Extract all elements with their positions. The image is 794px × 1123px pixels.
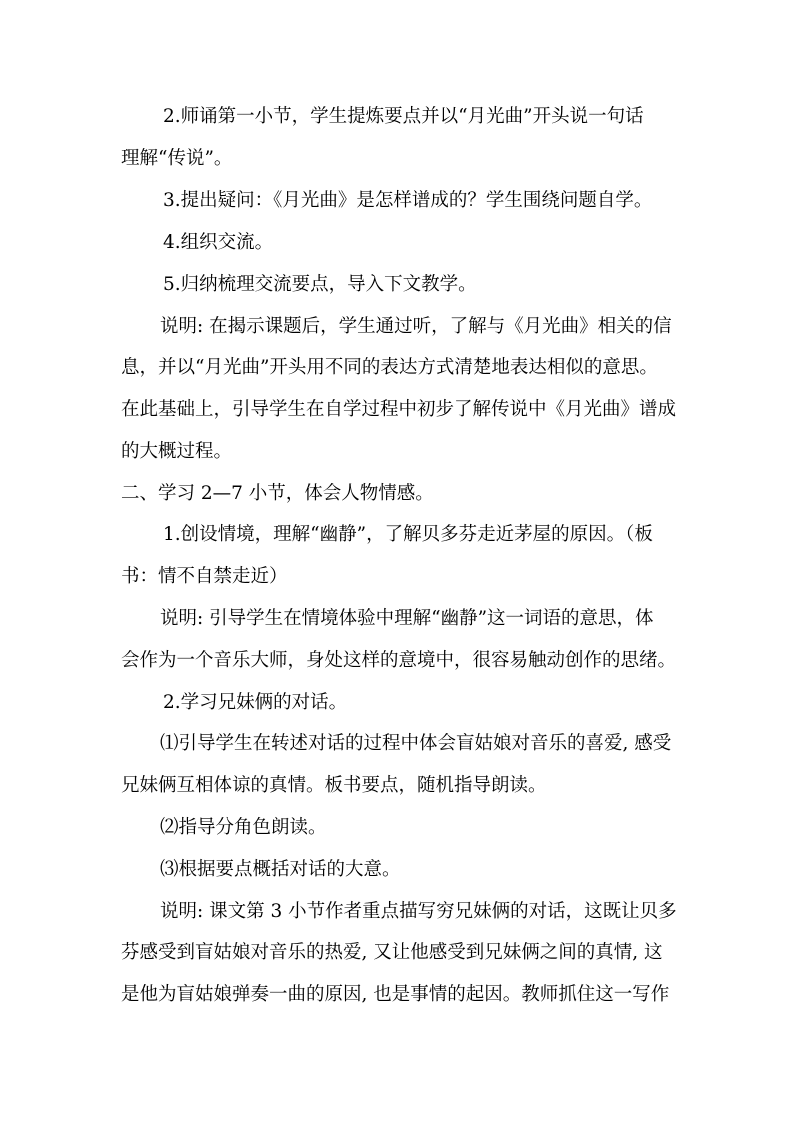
paragraph-line: 芬感受到盲姑娘对音乐的热爱, 又让他感受到兄妹俩之间的真情, 这: [121, 942, 663, 963]
paragraph-line: 1.创设情境，理解“幽静”，了解贝多芬走近茅屋的原因。（板: [163, 524, 653, 545]
paragraph-line: 说明: 引导学生在情境体验中理解“幽静”这一词语的意思，体: [160, 608, 654, 629]
paragraph-line: 在此基础上，引导学生在自学过程中初步了解传说中《月光曲》谱成: [121, 399, 677, 420]
paragraph-line: 的大概过程。: [121, 441, 233, 462]
paragraph-line: ⑵指导分角色朗读。: [160, 817, 327, 838]
paragraph-line: 2.师诵第一小节，学生提炼要点并以“月光曲”开头说一句话: [163, 106, 644, 127]
paragraph-line: 兄妹俩互相体谅的真情。板书要点，随机指导朗读。: [121, 775, 547, 796]
paragraph-line: 5.归纳梳理交流要点，导入下文教学。: [163, 274, 477, 295]
paragraph-line: 2.学习兄妹俩的对话。: [163, 692, 348, 713]
section-heading: 二、学习 2—7 小节，体会人物情感。: [121, 483, 434, 504]
paragraph-line: 会作为一个音乐大师，身处这样的意境中，很容易触动创作的思绪。: [121, 650, 677, 671]
paragraph-line: 书：情不自禁走近）: [121, 566, 288, 587]
paragraph-line: ⑴引导学生在转述对话的过程中体会盲姑娘对音乐的喜爱, 感受: [160, 733, 672, 754]
paragraph-line: 理解“传说”。: [121, 148, 233, 169]
paragraph-line: 4.组织交流。: [163, 232, 274, 253]
paragraph-line: 说明: 课文第 3 小节作者重点描写穷兄妹俩的对话，这既让贝多: [160, 901, 677, 922]
paragraph-line: 是他为盲姑娘弹奏一曲的原因, 也是事情的起因。教师抓住这一写作: [121, 984, 670, 1005]
paragraph-line: 说明: 在揭示课题后，学生通过听，了解与《月光曲》相关的信: [160, 316, 672, 337]
paragraph-line: 3.提出疑问：《月光曲》是怎样谱成的？学生围绕问题自学。: [163, 190, 653, 211]
paragraph-line: ⑶根据要点概括对话的大意。: [160, 859, 401, 880]
paragraph-line: 息，并以“月光曲”开头用不同的表达方式清楚地表达相似的意思。: [121, 357, 658, 378]
